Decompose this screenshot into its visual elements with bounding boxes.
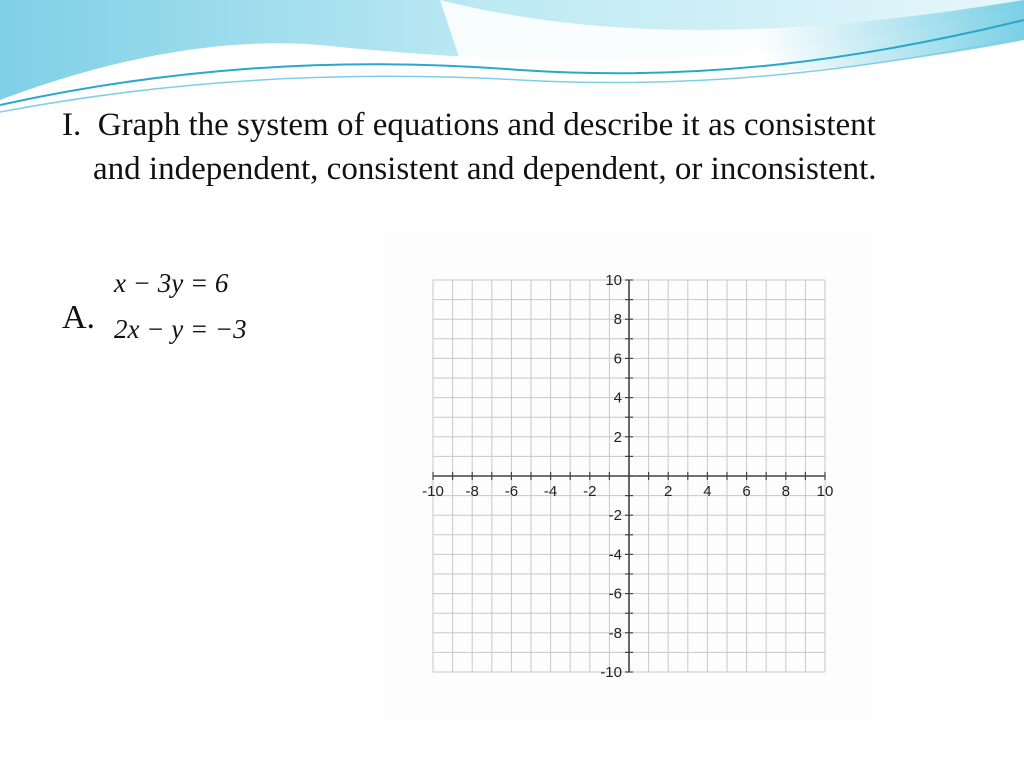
problem-label: A.: [62, 299, 96, 336]
x-tick-label: 10: [816, 483, 834, 500]
x-tick-label: -6: [504, 483, 519, 500]
coordinate-grid-panel: [384, 232, 874, 722]
y-tick-label: 6: [613, 350, 622, 368]
y-tick-label: 4: [613, 389, 622, 407]
equation-1: x − 3y = 6: [114, 268, 229, 298]
x-tick-label: -2: [583, 483, 597, 500]
x-tick-label: 2: [664, 483, 673, 500]
y-tick-label: -10: [600, 664, 622, 681]
x-tick-label: -10: [422, 483, 444, 500]
y-tick-label: 10: [605, 272, 622, 289]
y-tick-label: -4: [608, 546, 622, 564]
y-tick-label: -6: [608, 585, 622, 603]
instruction-body: Graph the system of equations and describe it as consistent and independent, consistent and dependent, or inconsistent.: [93, 107, 877, 187]
y-tick-label: 8: [613, 311, 622, 329]
x-tick-label: 6: [742, 483, 751, 500]
decorative-wave-banner: [0, 0, 1024, 120]
instruction-marker: I.: [62, 107, 82, 143]
y-tick-label: -2: [608, 507, 622, 525]
x-tick-label: -8: [465, 483, 479, 500]
instruction-text: [62, 103, 923, 191]
equation-2: 2x − y = −3: [114, 314, 247, 344]
x-tick-label: 8: [781, 483, 790, 500]
y-tick-label: 2: [613, 428, 622, 446]
y-tick-label: -8: [608, 624, 622, 642]
coordinate-grid: [384, 232, 874, 722]
x-tick-label: 4: [703, 483, 712, 500]
x-tick-label: -4: [543, 483, 558, 500]
